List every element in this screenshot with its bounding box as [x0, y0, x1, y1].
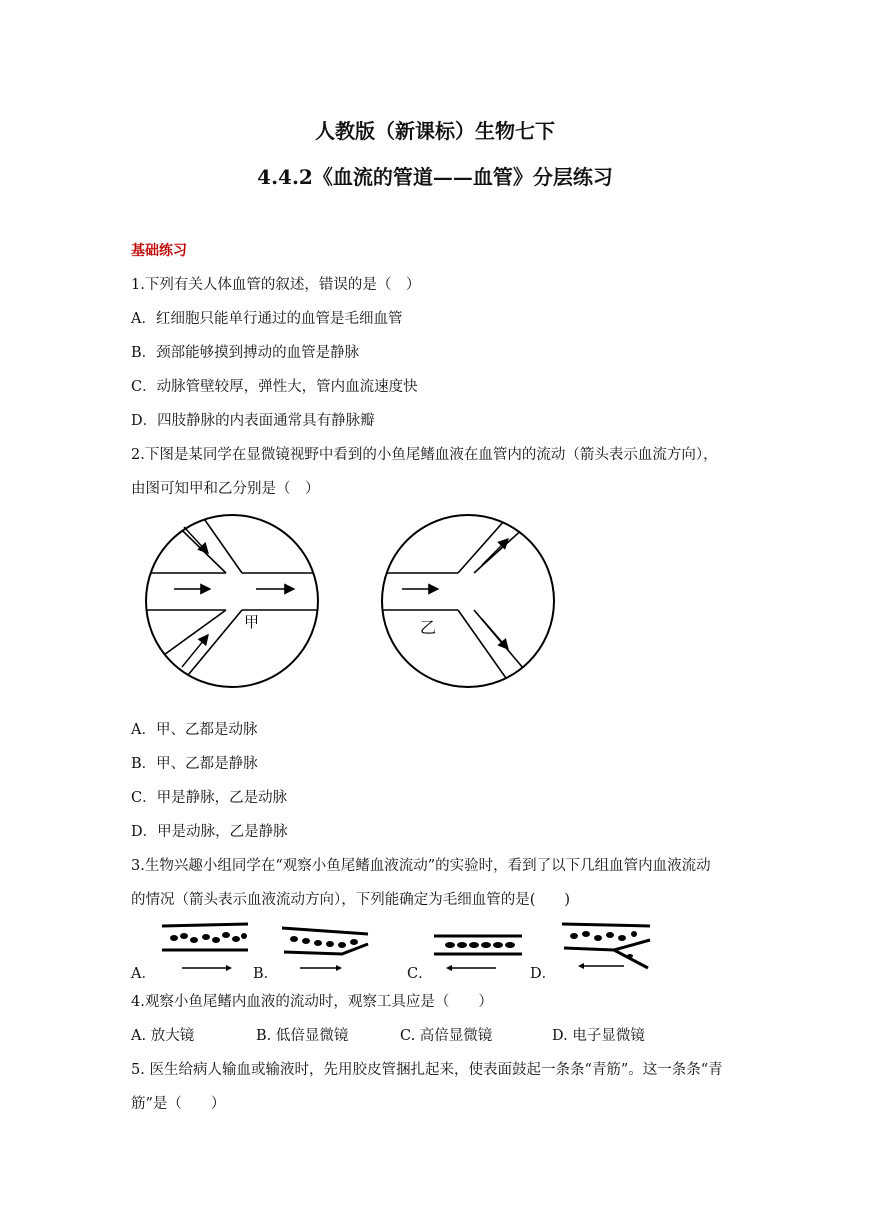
- q4-option-d: D. 电子显微镜: [552, 1028, 645, 1044]
- q2-option-c: C．甲是静脉，乙是动脉: [131, 790, 288, 806]
- page-subtitle: 4.4.2《血流的管道——血管》分层练习: [257, 165, 613, 189]
- figure-label-jia: 甲: [244, 613, 260, 631]
- q4-stem: 4.观察小鱼尾鳍内血液的流动时，观察工具应是（ ）: [131, 994, 493, 1010]
- q1-option-d: D．四肢静脉的内表面通常具有静脉瓣: [131, 413, 375, 429]
- arrow-icon: [184, 527, 208, 553]
- q3-option-a-vessel-image: [160, 920, 250, 976]
- arrow-icon: [482, 539, 508, 565]
- q4-option-b: B. 低倍显微镜: [256, 1028, 349, 1044]
- arrow-icon: [482, 619, 508, 649]
- q3-option-c-vessel-image: [432, 924, 524, 976]
- q3-option-a-label: A．: [131, 966, 156, 982]
- figure-jia-microscope-field: [144, 513, 320, 689]
- q2-option-d: D．甲是动脉，乙是静脉: [131, 824, 288, 840]
- q3-option-d-vessel-image: [558, 916, 654, 976]
- figure-yi-microscope-field: [380, 513, 556, 689]
- q3-option-b-label: B．: [253, 966, 279, 982]
- q2-option-b: B．甲、乙都是静脉: [131, 756, 258, 772]
- q3-stem-line2: 的情况（箭头表示血液流动方向），下列能确定为毛细血管的是( ): [131, 892, 571, 908]
- page-title: 人教版（新课标）生物七下: [315, 119, 555, 143]
- q1-option-b: B．颈部能够摸到搏动的血管是静脉: [131, 345, 360, 361]
- q3-option-b-vessel-image: [280, 922, 370, 976]
- figure-label-yi: 乙: [420, 618, 437, 637]
- q2-stem-line1: 2.下图是某同学在显微镜视野中看到的小鱼尾鳍血液在血管内的流动（箭头表示血流方向），: [131, 447, 718, 463]
- q1-stem: 1.下列有关人体血管的叙述，错误的是（ ）: [131, 277, 421, 293]
- q3-option-c-label: C．: [407, 966, 433, 982]
- q5-stem-line1: 5. 医生给病人输血或输液时，先用胶皮管捆扎起来，使表面鼓起一条条“青筋”。这一条条“青: [131, 1062, 723, 1078]
- q3-option-d-label: D．: [530, 966, 557, 982]
- q2-stem-line2: 由图可知甲和乙分别是（ ）: [131, 481, 320, 497]
- q5-stem-line2: 筋”是（ ）: [131, 1096, 226, 1112]
- q1-option-c: C．动脉管壁较厚，弹性大，管内血流速度快: [131, 379, 418, 395]
- q2-option-a: A．甲、乙都是动脉: [131, 722, 258, 738]
- q3-stem-line1: 3.生物兴趣小组同学在“观察小鱼尾鳍血液流动”的实验时，看到了以下几组血管内血液流动: [131, 858, 711, 874]
- q4-option-a: A. 放大镜: [131, 1028, 195, 1044]
- q4-option-c: C. 高倍显微镜: [400, 1028, 493, 1044]
- section-heading: 基础练习: [131, 243, 187, 259]
- q1-option-a: A．红细胞只能单行通过的血管是毛细血管: [131, 311, 403, 327]
